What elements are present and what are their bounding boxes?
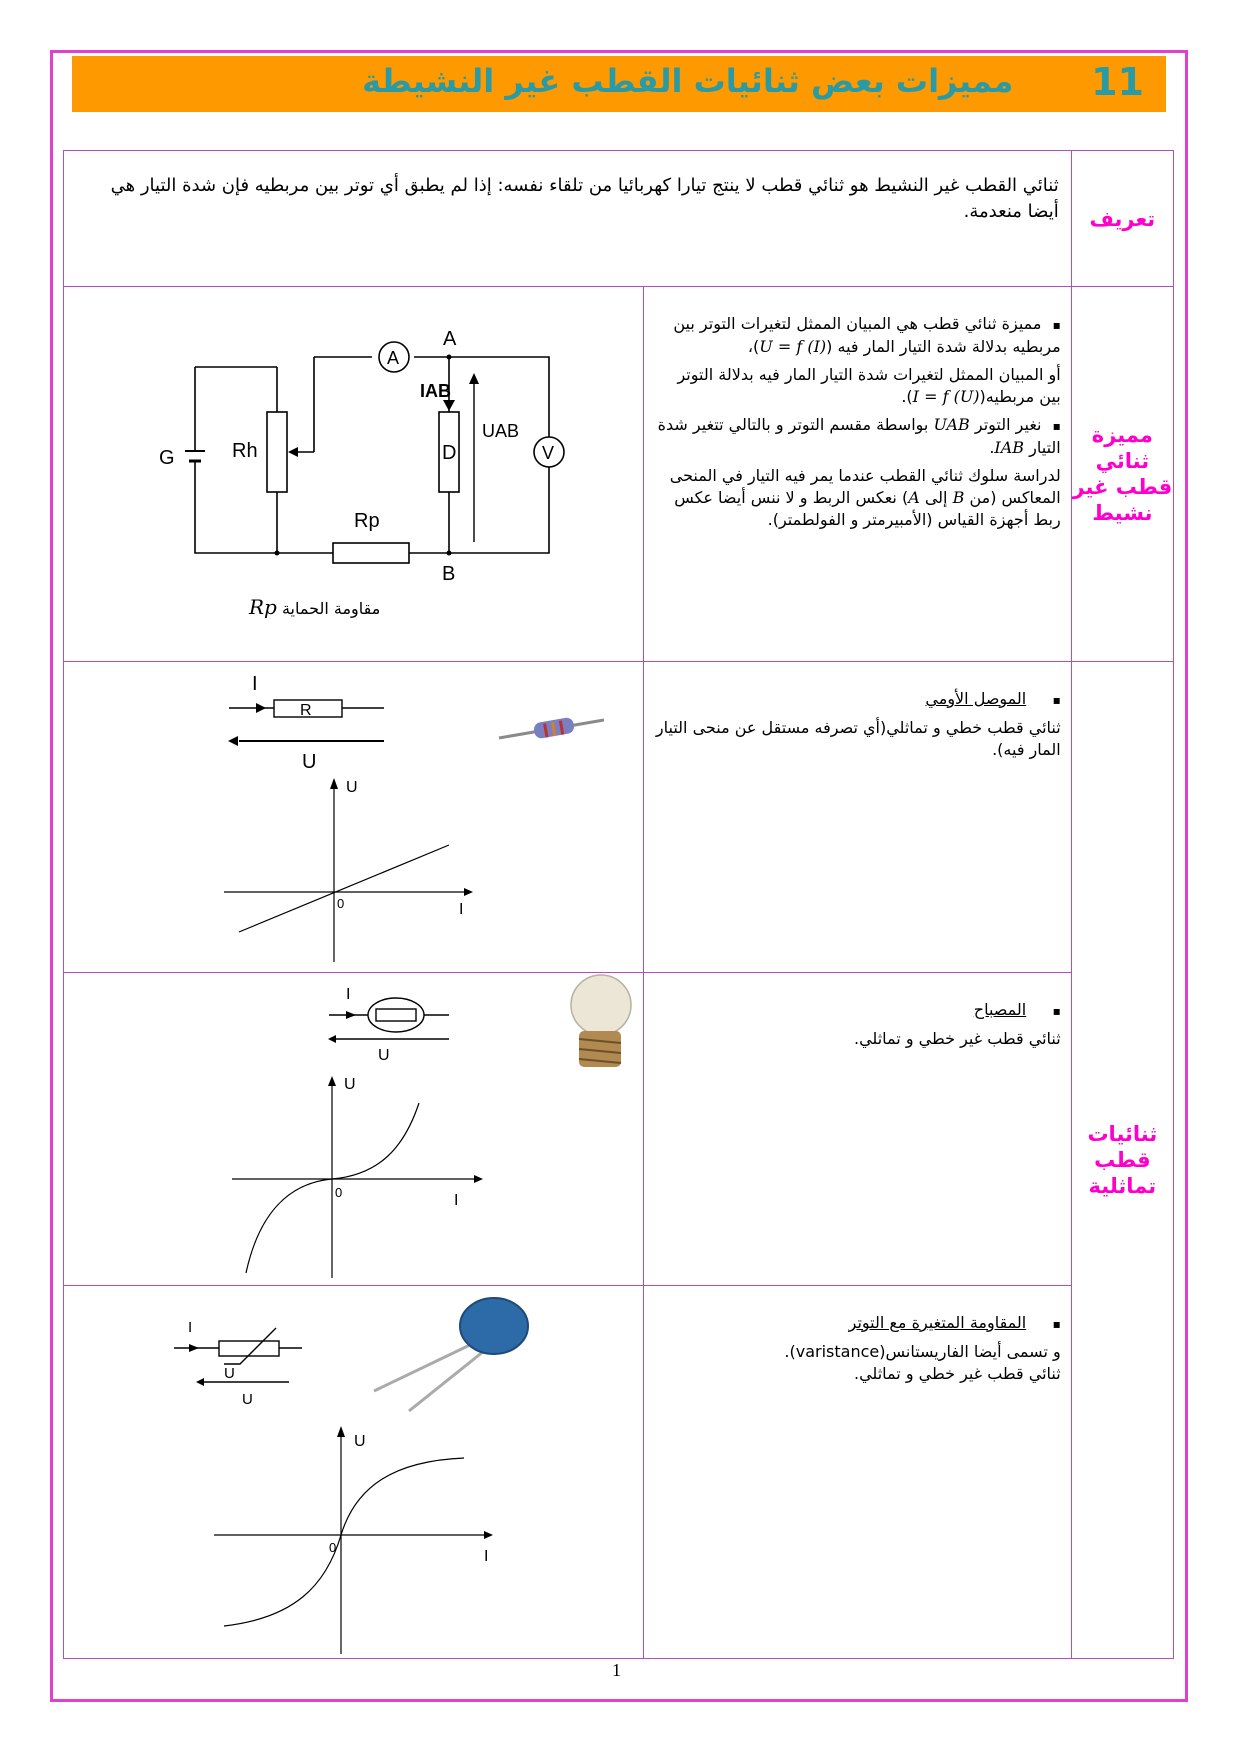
label-A-meter: A [387, 348, 400, 368]
resistor-photo [499, 717, 604, 740]
ohmic-origin: 0 [337, 896, 345, 911]
label-IAB: IAB [420, 381, 451, 401]
lamp-axis-I: I [454, 1192, 459, 1209]
lamp-origin: 0 [335, 1185, 343, 1200]
label-UAB: UAB [482, 421, 520, 441]
lamp-axis-U: U [344, 1076, 356, 1093]
ohmic-symbol-I: I [252, 673, 258, 695]
lamp-figure [64, 973, 643, 1281]
protection-caption: مقاومة الحماية Rp [249, 595, 381, 619]
label-D: D [442, 442, 457, 464]
bulb-photo [571, 975, 631, 1067]
definition-label: تعريف [1071, 151, 1173, 287]
lamp-symbol-I: I [346, 986, 351, 1003]
content-table [63, 150, 1174, 1659]
ohmic-axis-I: I [459, 901, 464, 918]
lamp-text: ▪ المصباح ثنائي قطب غير خطي و تماثلي. [644, 973, 1072, 1286]
characteristic-text: ▪ مميزة ثنائي قطب هي المبيان الممثل لتغيرات التوتر بين مربطيه بدلالة شدة التيار المار فيه (U = f (I))، أو المبيان الممثل لتغيرات شدة التيار المار فيه بدلالة التوتر بين مربطيه(I = f (U)). ▪ نغير التوتر UAB بواسطة مقسم التوتر و بالتالي تتغير شدة التيار IAB. لدراسة سلوك ثنائي القطب عندما يمر فيه التيار في المنحى المعاكس (من B إلى A) نعكس الربط و لا ننس أيضا عكس ربط أجهزة القياس (الأمبيرمتر و الفولطمتر). [644, 287, 1072, 662]
ohmic-text: ▪ الموصل الأومي ثنائي قطب خطي و تماثلي(أي تصرفه مستقل عن منحى التيار المار فيه). [644, 662, 1072, 973]
page-number: 1 [612, 1660, 621, 1680]
ohmic-axis-U: U [346, 779, 358, 796]
lamp-figure-cell [64, 973, 644, 1286]
varistor-photo [374, 1298, 528, 1411]
ohmic-figure-cell [64, 662, 644, 973]
page-title: مميزات بعض ثنائيات القطب غير النشيطة [362, 62, 1014, 100]
vdr-origin: 0 [329, 1540, 337, 1555]
vdr-symbol-U1: U [224, 1365, 235, 1382]
definition-text: ثنائي القطب غير النشيط هو ثنائي قطب لا ينتج تيارا كهربائيا من تلقاء نفسه: إذا لم يطبق أي توتر بين مربطيه فإن شدة التيار هي أيضا منعدمة. [64, 151, 1072, 287]
ohmic-symbol-R: R [300, 702, 312, 719]
symmetric-label: ثنائيات قطب تماثلية [1071, 662, 1173, 1659]
label-G: G [159, 447, 175, 469]
label-Rh: Rh [232, 440, 258, 462]
lesson-number: 11 [1091, 60, 1144, 104]
circuit-cell [64, 287, 644, 662]
vdr-axis-U: U [354, 1433, 366, 1450]
vdr-symbol-U2: U [242, 1391, 253, 1408]
ohmic-symbol-U: U [302, 751, 317, 773]
rheostat-symbol [267, 412, 287, 492]
title-banner [72, 56, 1166, 112]
vdr-symbol-I: I [188, 1319, 193, 1336]
lamp-symbol-U: U [378, 1047, 390, 1064]
vdr-text: ▪ المقاومة المتغيرة مع التوتر و تسمى أيضا الفاريستانس(varistance). ثنائي قطب غير خطي و تماثلي. [644, 1286, 1072, 1659]
vdr-axis-I: I [484, 1548, 489, 1565]
characteristic-label: مميزة ثنائي قطب غير نشيط [1071, 287, 1173, 662]
vdr-figure-cell [64, 1286, 644, 1659]
label-A-node: A [443, 328, 457, 350]
protection-resistor-symbol [333, 543, 409, 563]
label-B: B [442, 563, 456, 585]
ohmic-figure [64, 662, 643, 968]
vdr-figure [64, 1286, 643, 1654]
label-Rp: Rp [354, 510, 380, 532]
label-V: V [542, 443, 555, 463]
